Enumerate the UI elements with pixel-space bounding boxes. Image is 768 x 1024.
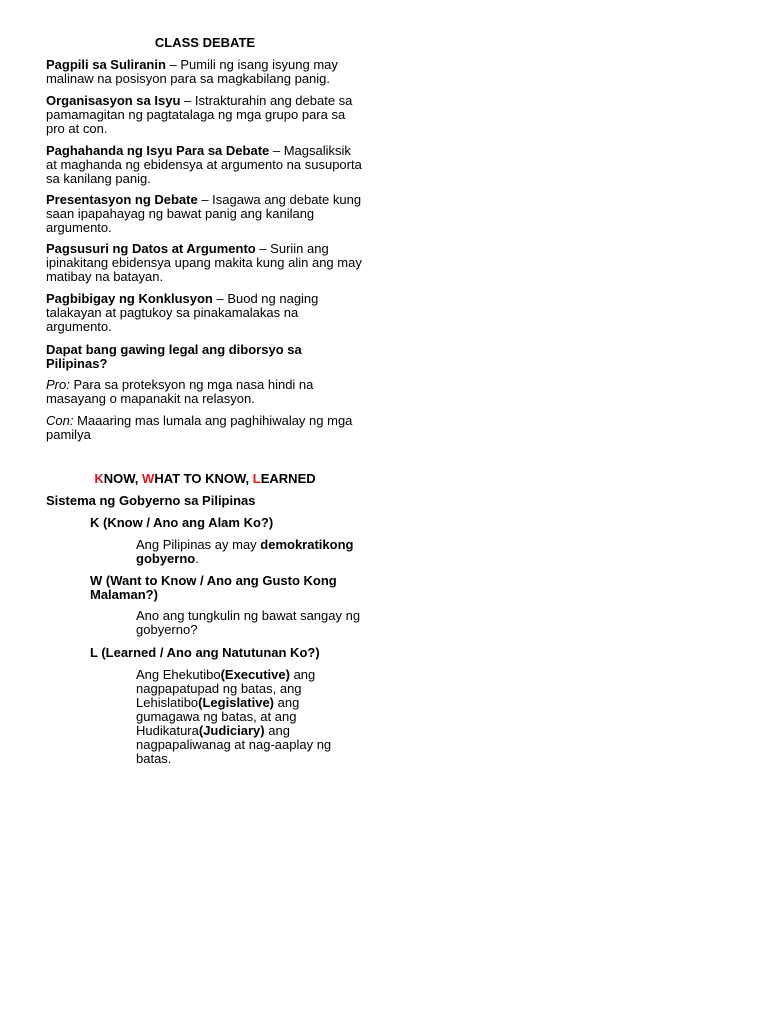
step-heading: Pagpili sa Suliranin [46,57,166,72]
k-text [136,538,366,566]
step-heading: Pagsusuri ng Datos at Argumento [46,241,256,256]
legislative-term: (Legislative) [198,695,275,710]
step-text: – Suriin ang ipinakitang ebidensya upang makita kung alin ang may matibay na batayan. [46,241,362,284]
step-text: – Pumili ng isang isyung may malinaw na posisyon para sa magkabilang panig. [46,57,338,86]
step-heading: Pagbibigay ng Konklusyon [46,291,213,306]
step-text: – Buod ng naging talakayan at pagtukoy sa pinakamalakas na argumento. [46,291,319,334]
kwl-title [46,472,364,486]
w-text: Ano ang tungkulin ng bawat sangay ng gobyerno? [136,608,361,637]
kwl-letter-l: L [252,471,261,486]
pro-argument [46,378,364,406]
debate-step-2 [46,94,364,136]
executive-term: (Executive) [220,667,290,682]
l-text-part: ang nagpapaliwanag at nag-aaplay ng batas. [136,723,332,766]
debate-step-3 [46,144,364,186]
l-text [136,668,354,766]
w-heading: W (Want to Know / Ano ang Gusto Kong Malaman?) [90,573,337,602]
step-heading: Organisasyon sa Isyu [46,93,181,108]
step-text: – Isagawa ang debate kung saan ipapahayag ng bawat panig ang kanilang argumento. [46,192,362,235]
l-heading: L (Learned / Ano ang Natutunan Ko?) [90,645,320,660]
k-text-bold: demokratikong gobyerno [136,537,354,566]
pro-text: Para sa proteksyon ng mga nasa hindi na masayang o mapanakit na relasyon. [46,377,314,406]
judiciary-term: (Judiciary) [198,723,265,738]
l-text-part: ang gumagawa ng batas, at ang Hudikatura [136,695,300,738]
kwl-title-part: EARNED [260,471,316,486]
kwl-title-part: NOW, [103,471,143,486]
kwl-title-part: HAT TO KNOW, [154,471,253,486]
kwl-letter-w: W [142,471,155,486]
k-heading: K (Know / Ano ang Alam Ko?) [90,515,274,530]
k-text-plain: Ang Pilipinas ay may [136,537,261,552]
debate-question: Dapat bang gawing legal ang diborsyo sa Pilipinas? [46,342,302,371]
debate-step-4 [46,193,364,235]
con-argument [46,414,364,442]
class-debate-title: CLASS DEBATE [154,35,256,50]
step-text: – Magsaliksik at maghanda ng ebidensya at argumento na susuporta sa kanilang panig. [46,143,362,186]
debate-step-5 [46,242,364,284]
k-text-end: . [195,551,199,566]
con-label: Con: [46,413,74,428]
step-heading: Presentasyon ng Debate [46,192,198,207]
step-heading: Paghahanda ng Isyu Para sa Debate [46,143,270,158]
con-text: Maaaring mas lumala ang paghihiwalay ng mga pamilya [46,413,353,442]
kwl-letter-k: K [94,471,104,486]
l-text-part: Ang Ehekutibo [136,667,221,682]
debate-step-6 [46,292,364,334]
debate-step-1 [46,58,364,86]
step-text: – Istrakturahin ang debate sa pamamagitan ng pagtatalaga ng mga grupo para sa pro at con. [46,93,353,136]
l-text-part: ang nagpapatupad ng batas, ang Lehislatibo [136,667,316,710]
kwl-topic: Sistema ng Gobyerno sa Pilipinas [46,493,256,508]
pro-label: Pro: [46,377,70,392]
